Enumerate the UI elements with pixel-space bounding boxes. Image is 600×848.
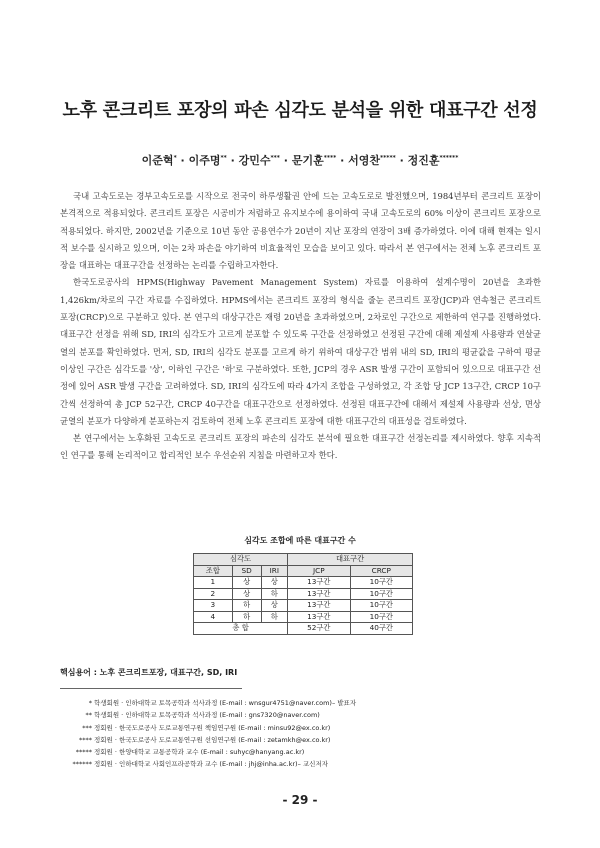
table-cell: 상 [232,577,261,589]
table-cell: 2 [194,588,233,600]
table-cell: 하 [232,611,261,623]
table-cell: 4 [194,611,233,623]
footnote [60,758,550,770]
table-column-header: JCP [288,565,350,577]
table-cell: 하 [261,588,288,600]
table-cell: 13구간 [288,588,350,600]
author-separator: · [399,154,404,167]
table-cell: 13구간 [288,600,350,612]
table-cell: 상 [261,577,288,589]
footnote [60,697,550,709]
section-count-table [193,553,413,635]
table-header-row [194,554,413,566]
table-cell: 1 [194,577,233,589]
table-cell: 40구간 [350,623,412,635]
author-name: 이준혁 [141,154,174,167]
abstract-body [60,188,541,465]
footnote-mark: * [88,699,92,707]
footnote-text: 정회원 · 한양대학교 교통공학과 교수 (E-mail : suhyc@hanyang.ac.kr) [94,748,305,757]
table-cell: 10구간 [350,611,412,623]
table-cell: 상 [232,588,261,600]
author-separator: · [230,154,235,167]
table-column-header: CRCP [350,565,412,577]
table-cell: 3 [194,600,233,612]
author-mark: **** [323,154,337,162]
author-separator: · [180,154,185,167]
author-name: 정진훈 [407,154,440,167]
author-mark: ** [220,154,227,162]
author-list [0,152,600,168]
table-column-header: 조합 [194,565,233,577]
keywords-line: 핵심용어 : 노후 콘크리트포장, 대표구간, SD, IRI [60,668,238,677]
table-total-row [194,623,413,635]
table-column-header: SD [232,565,261,577]
footnote-text: 정회원 · 한국도로공사 도로교통연구원 선임연구원 (E-mail : zetamkh@ex.co.kr) [94,735,331,744]
footnote [60,722,550,734]
table-cell: 하 [261,611,288,623]
author-mark: * [173,154,177,162]
table-cell: 10구간 [350,588,412,600]
footnote-text: 정회원 · 인하대학교 사회인프라공학과 교수 (E-mail : jhj@inha.ac.kr)– 교신저자 [94,760,329,769]
author-mark: *** [270,154,280,162]
table-row [194,600,413,612]
footnote-divider [60,688,242,689]
page-number: - 29 - [282,793,318,807]
table-row [194,588,413,600]
table-cell: 52구간 [288,623,350,635]
footnote-mark: *** [82,723,92,732]
body-paragraph: 국내 고속도로는 경부고속도로를 시작으로 전국이 하루생활권 안에 드는 고속도로로 발전했으며, 1984년부터 콘크리트 포장이 본격적으로 적용되었다. 콘크리트 포장은 시공비가 저렴하고 유지보수에 용이하여 국내 고속도로의 60% 이상이 콘크리트 포장으로 적용되었다. 하지만, 2002년을 기준으로 10년 동안 공용연수가 20년이 지난 포장의 연장이 3배 증가하였다. 이에 대해 현재는 일시적 보수를 실시하고 있으며, 이는 2차 파손을 야기하여 비효율적인 모습을 보이고 있다. 따라서 본 연구에서는 전체 노후 콘크리트 포장을 대표하는 대표구간을 선정하는 논리를 수립하고자한다. [60,191,541,271]
author-mark: ****** [439,154,459,162]
footnote-mark: ****** [72,760,92,769]
table-caption: 심각도 조합에 따른 대표구간 수 [244,536,356,545]
table-cell: 상 [261,600,288,612]
table-group-header: 대표구간 [288,554,413,566]
footnote-mark: ***** [75,748,92,757]
footnote [60,709,550,721]
footnote-list [60,697,550,771]
table-cell: 10구간 [350,577,412,589]
paper-title: 노후 콘크리트 포장의 파손 심각도 분석을 위한 대표구간 선정 [62,100,538,121]
author-name: 문기훈 [291,154,324,167]
table-row [194,577,413,589]
footnote-mark: **** [79,735,92,744]
table-header-row [194,565,413,577]
table-total-label: 총 합 [194,623,288,635]
footnote-text: 학생회원 · 인하대학교 토목공학과 석사과정 (E-mail : wnsgur4751@naver.com)– 발표자 [94,699,357,707]
author-name: 강민수 [238,154,271,167]
footnote-mark: ** [85,711,92,720]
author-separator: · [283,154,288,167]
author-name: 서영찬 [348,154,381,167]
footnote-text: 학생회원 · 인하대학교 토목공학과 석사과정 (E-mail : gns7320@naver.com) [94,711,320,720]
table-column-header: IRI [261,565,288,577]
author-separator: · [340,154,345,167]
author-name: 이주명 [188,154,221,167]
body-paragraph: 한국도로공사의 HPMS(Highway Pavement Management System) 자료를 이용하여 설계수명이 20년을 초과한 1,426km/차로의 구간 자료를 수집하였다. HPMS에서는 콘크리트 포장의 형식을 줄눈 콘크리트 포장(JCP)과 연속철근 콘크리트 포장(CRCP)으로 구분하고 있다. 본 연구의 대상구간은 재령 20년을 초과하였으며, 2차로인 구간으로 제한하여 연구를 진행하였다. 대표구간 선정을 위해 SD, IRI의 심각도가 고르게 분포할 수 있도록 구간을 선정하였고 선정된 구간에 대해 제설제 사용량과 연살균열의 분포를 확인하였다. 먼저, SD, IRI의 심각도 분포를 고르게 하기 위하여 대상구간 범위 내의 SD, IRI의 평균값을 구하여 평균 이상인 구간은 심각도를 '상', 이하인 구간은 '하'로 구분하였다. 또한, JCP의 경우 ASR 발생 구간이 포함되어 있으므로 대표구간 선정에 있어 ASR 발생 구간을 고려하였다. SD, IRI의 심각도에 따라 4가지 조합을 구성하였고, 각 조합 당 JCP 13구간, CRCP 10구간씩 선정하여 총 JCP 52구간, CRCP 40구간을 대표구간으로 선정하였다. 선정된 대표구간에 대해서 제설제 사용량과 선상, 면상균열의 분포가 다양하게 분포하는지 검토하여 전체 노후 콘크리트 포장에 대한 대표구간의 대표성을 검토하였다. [60,277,541,426]
table-cell: 10구간 [350,600,412,612]
body-paragraph: 본 연구에서는 노후화된 고속도로 콘크리트 포장의 파손의 심각도 분석에 필요한 대표구간 선정논리를 제시하였다. 향후 지속적인 연구를 통해 논리적이고 합리적인 보수 우선순위 지침을 마련하고자 한다. [60,433,541,461]
footnote [60,734,550,746]
table-cell: 13구간 [288,611,350,623]
table-cell: 하 [232,600,261,612]
footnote [60,746,550,758]
footnote-text: 정회원 · 한국도로공사 도로교통연구원 책임연구원 (E-mail : minsu92@ex.co.kr) [94,723,331,732]
author-mark: ***** [380,154,396,162]
table-cell: 13구간 [288,577,350,589]
table-row [194,611,413,623]
table-group-header: 심각도 [194,554,288,566]
